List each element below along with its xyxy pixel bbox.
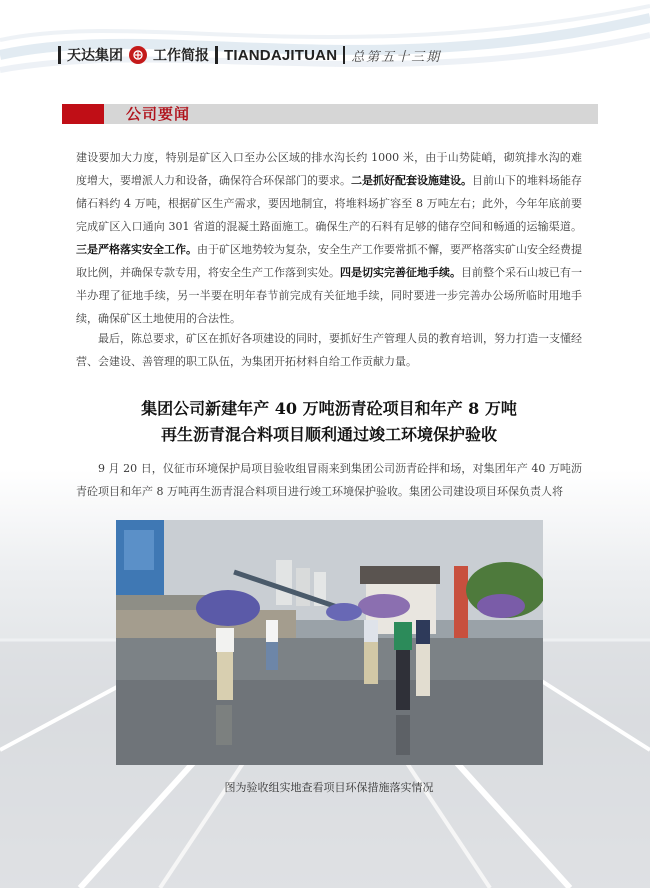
company-latin-name: TIANDAJITUAN — [224, 46, 338, 64]
article-text: 由于矿区地势较为复杂，安全生产工作要常抓不懈，要严格落实矿山安全经费提取比例，并确保专款专用，将安全生产工作落到实处。 — [76, 243, 582, 279]
section-banner — [62, 104, 598, 124]
article-paragraph: 9 月 20 日，仪征市环境保护局项目验收组冒雨来到集团公司沥青砼拌和场，对集团年产 40 万吨沥青砼项目和年产 8 万吨再生沥青混合料项目进行竣工环境保护验收。集团公司建设项目环保负责人将 — [76, 462, 582, 498]
article-emphasis: 二是抓好配套设施建设。 — [351, 174, 472, 187]
article-text: 目前整个采石山坡已有一半办理了征地手续，另一半要在明年春节前完成有关征地手续，同时要进一步完善办公场所临时用地手续，确保矿区土地使用的合法性。 — [76, 266, 582, 325]
article-paragraph — [76, 146, 582, 330]
header-divider — [343, 46, 345, 64]
page-header — [58, 44, 441, 66]
headline-line: 集团公司新建年产 40 万吨沥青砼项目和年产 8 万吨 — [141, 399, 517, 418]
article-emphasis: 三是严格落实安全工作。 — [76, 243, 197, 256]
article-text: 目前山下的堆料场能存储石料约 4 万吨，根据矿区生产需求，要因地制宜，将堆料场扩容至 8 万吨左右；此外，今年年底前要完成矿区入口通向 301 省道的混凝土路面施工。确保生产的石料有足够的储存空间和畅通的运输渠道。 — [76, 174, 582, 233]
headline-line: 再生沥青混合料项目顺利通过竣工环境保护验收 — [160, 425, 497, 444]
header-divider — [215, 46, 218, 64]
issue-number: 总第五十三期 — [351, 49, 442, 65]
article-text: 建设要加大力度，特别是矿区入口至办公区域的排水沟长约 1000 米，由于山势陡峭，砌筑排水沟的难度增大，要增派人力和设备，确保符合环保部门的要求。 — [76, 151, 582, 187]
section-banner-accent — [62, 104, 104, 124]
company-logo-icon — [129, 46, 147, 64]
article-headline — [76, 396, 582, 448]
company-name: 天达集团 — [67, 48, 123, 64]
section-title: 公司要闻 — [126, 105, 191, 123]
newsletter-name: 工作简报 — [153, 48, 209, 64]
inspection-photo — [116, 520, 543, 765]
header-divider — [58, 46, 61, 64]
photo-caption: 图为验收组实地查看项目环保措施落实情况 — [224, 781, 434, 794]
article-emphasis: 四是切实完善征地手续。 — [340, 266, 461, 279]
article-paragraph: 最后，陈总要求，矿区在抓好各项建设的同时，要抓好生产管理人员的教育培训，努力打造一支懂经营、会建设、善管理的职工队伍，为集团开拓材料自给工作贡献力量。 — [76, 332, 582, 368]
